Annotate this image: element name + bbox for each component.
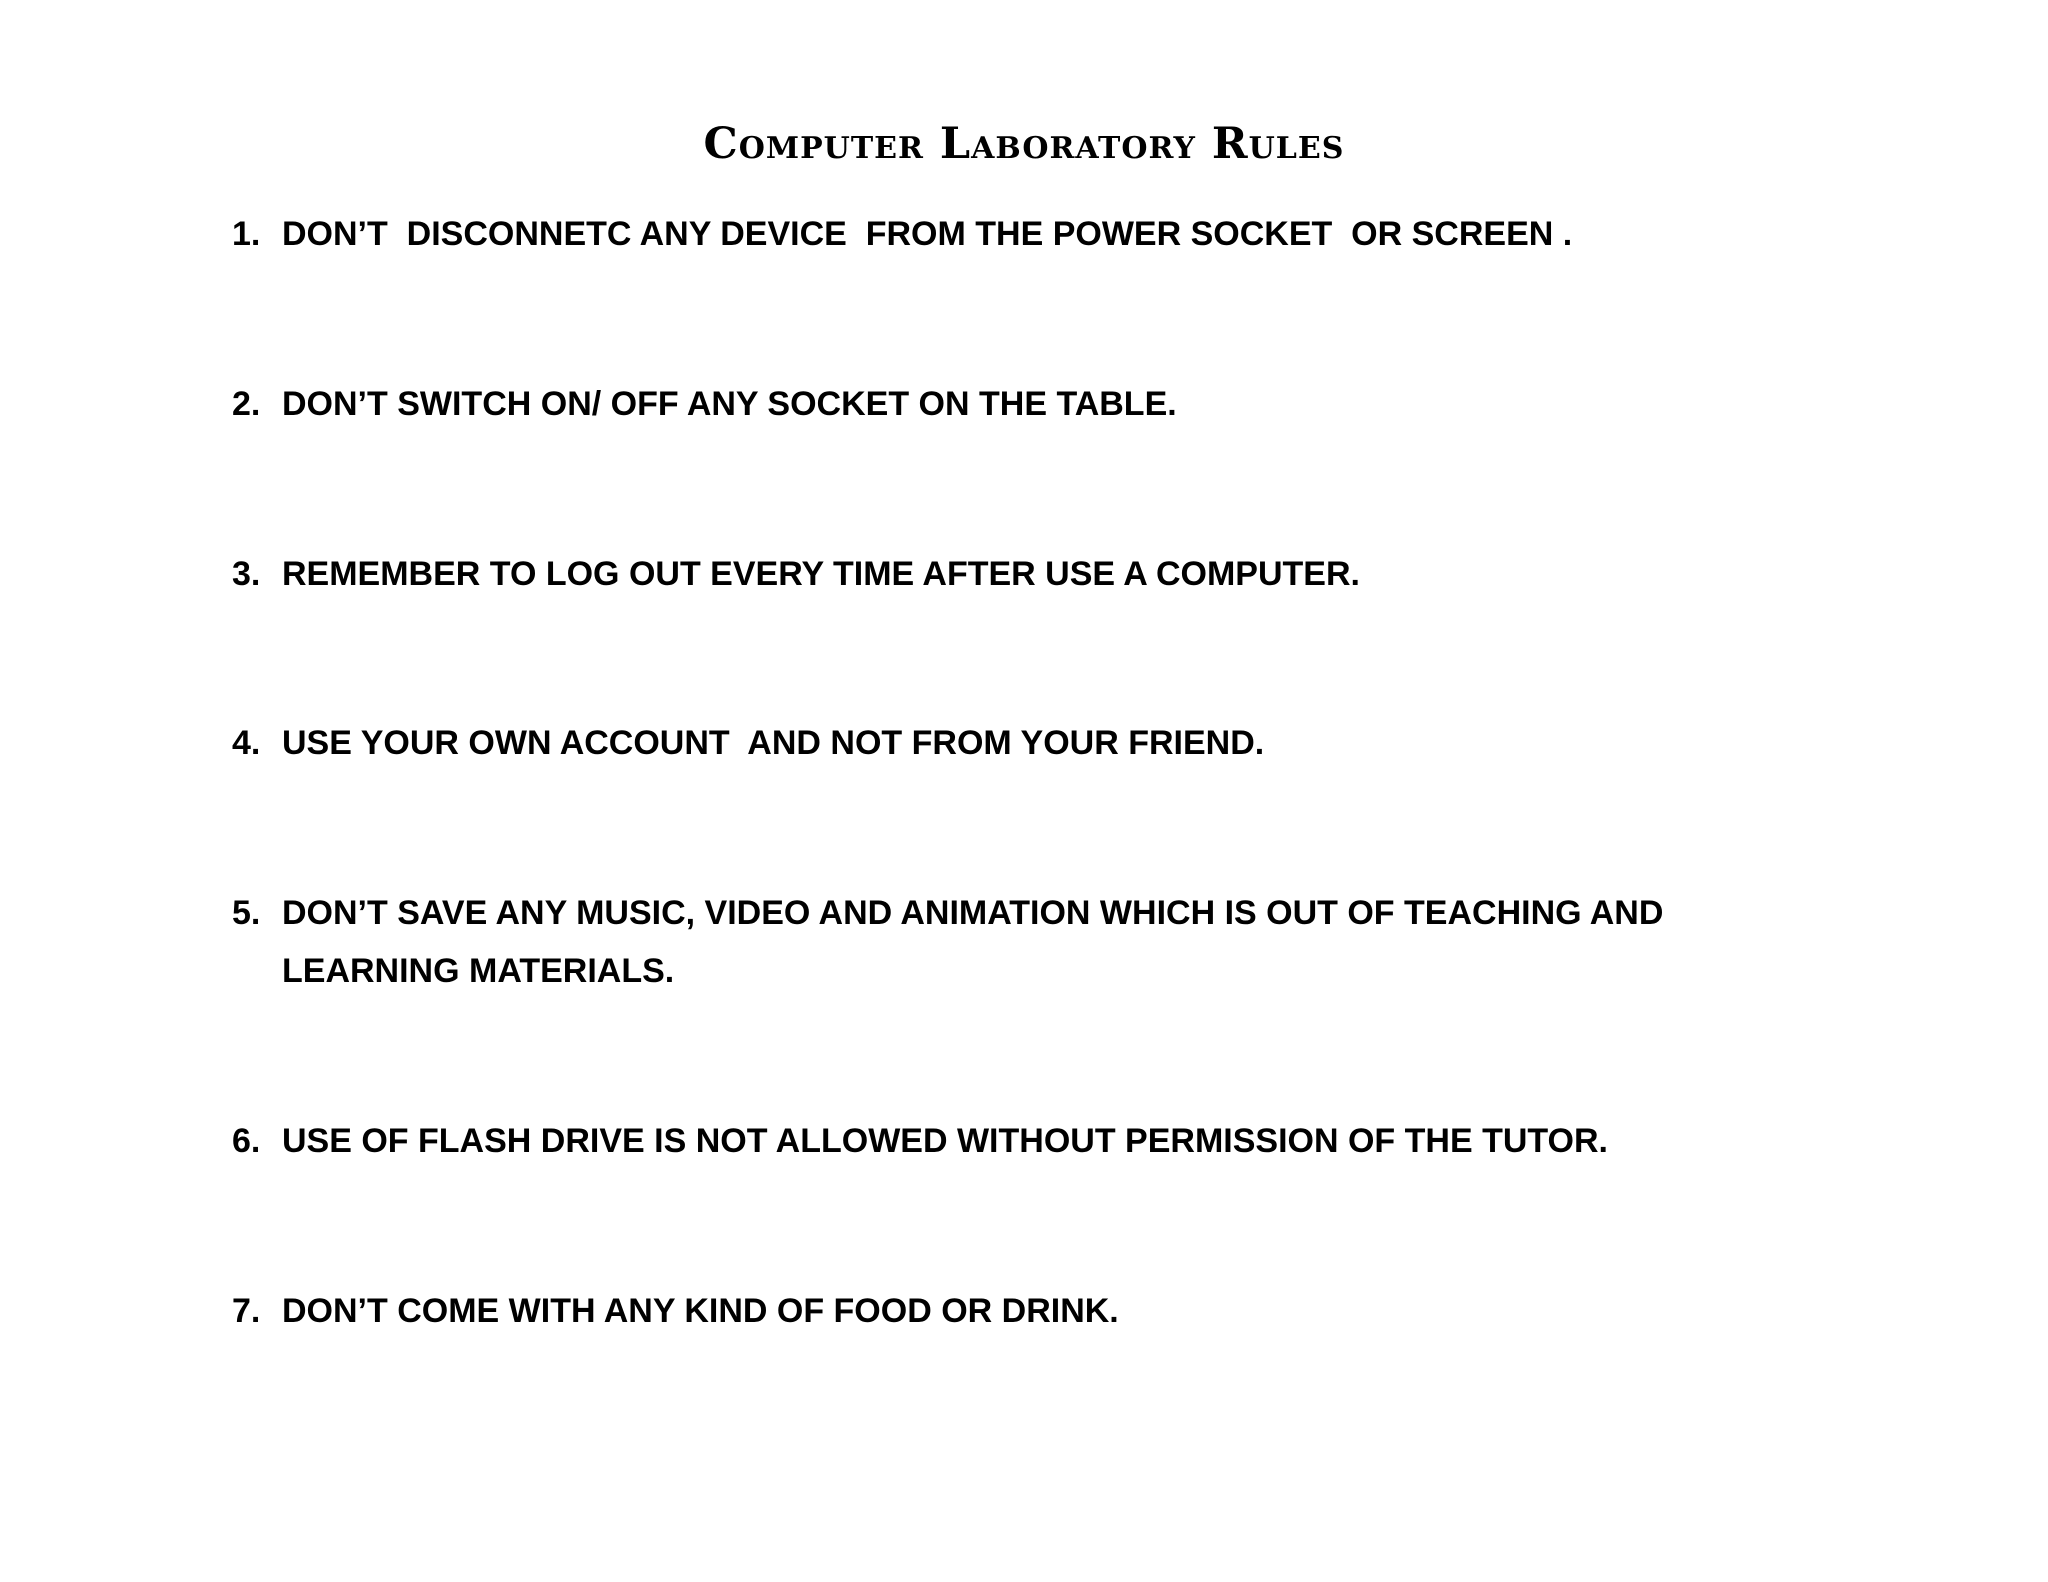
rule-text: DON’T SWITCH ON/ OFF ANY SOCKET ON THE TABLE.: [282, 385, 1177, 423]
rule-number: 6.: [232, 1122, 261, 1160]
rule-text: DON’T COME WITH ANY KIND OF FOOD OR DRINK.: [282, 1292, 1119, 1330]
rule-number: 5.: [232, 894, 261, 932]
rule-number: 1.: [232, 215, 261, 253]
rule-item-1: [232, 205, 1792, 263]
rule-item-6: [232, 1112, 1792, 1170]
rule-item-7: [232, 1282, 1792, 1340]
rule-text: USE OF FLASH DRIVE IS NOT ALLOWED WITHOUT PERMISSION OF THE TUTOR.: [282, 1122, 1608, 1160]
rule-item-2: [232, 375, 1792, 433]
rule-item-4: [232, 714, 1792, 772]
rule-text: DON’T SAVE ANY MUSIC, VIDEO AND ANIMATION WHICH IS OUT OF TEACHING AND LEARNING MATERIALS.: [282, 894, 1673, 990]
rule-text: REMEMBER TO LOG OUT EVERY TIME AFTER USE A COMPUTER.: [282, 555, 1360, 593]
rule-number: 3.: [232, 555, 261, 593]
rule-number: 2.: [232, 385, 261, 423]
rule-text: USE YOUR OWN ACCOUNT AND NOT FROM YOUR FRIEND.: [282, 724, 1265, 762]
rule-number: 7.: [232, 1292, 261, 1330]
rule-text: DON’T DISCONNETC ANY DEVICE FROM THE POWER SOCKET OR SCREEN .: [282, 215, 1573, 253]
rule-number: 4.: [232, 724, 261, 762]
page-title: Computer Laboratory Rules: [703, 119, 1345, 169]
rule-item-3: [232, 545, 1792, 603]
rule-item-5: [232, 884, 1792, 1000]
